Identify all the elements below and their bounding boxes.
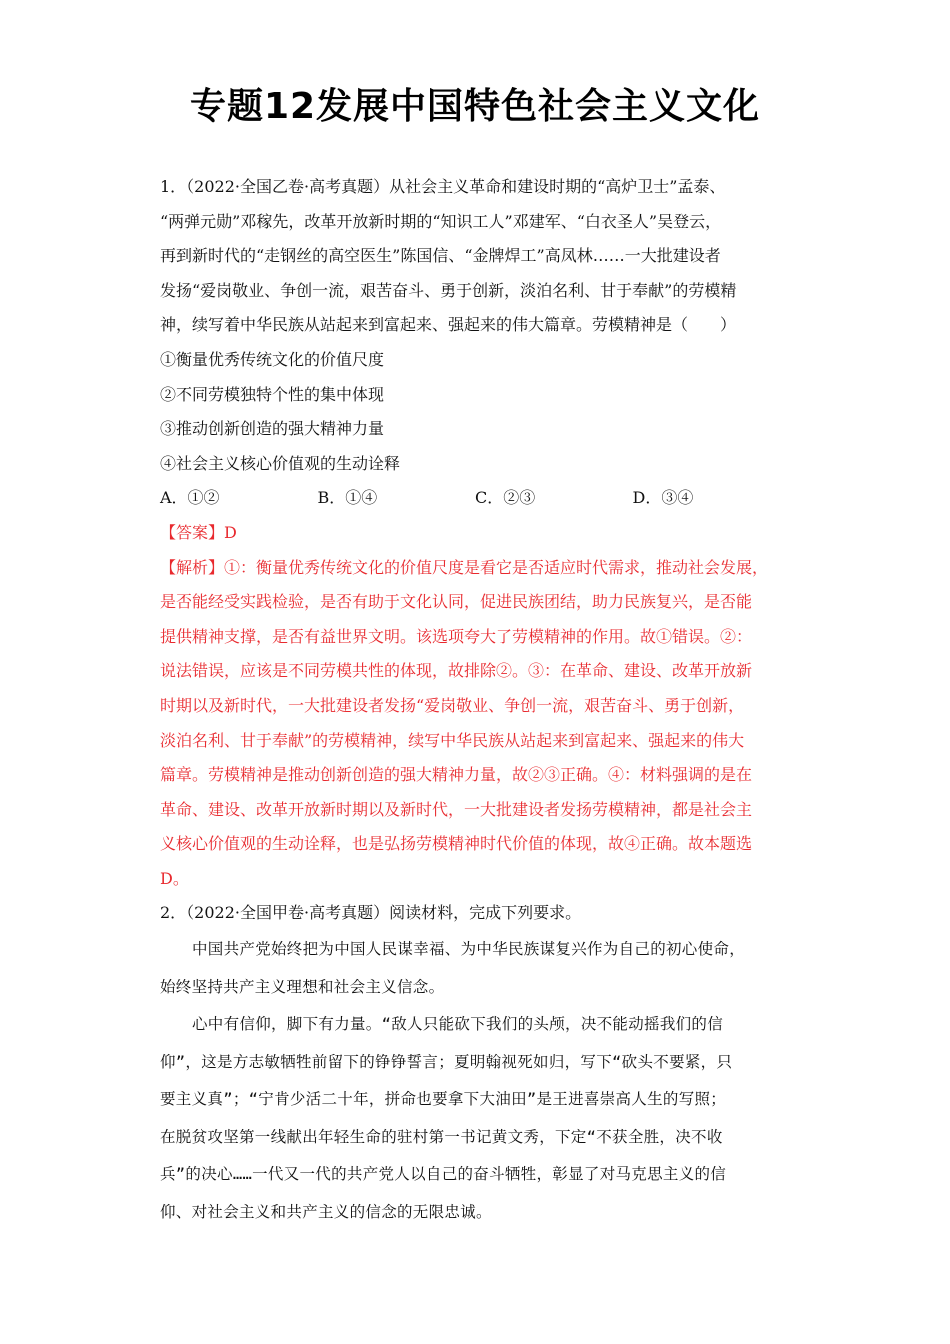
q1-line: 再到新时代的“走钢丝的高空医生”陈国信、“金牌焊工”高凤林……一大批建设者 (160, 246, 721, 266)
q1-analysis-line: 是否能经受实践检验，是否有助于文化认同，促进民族团结，助力民族复兴，是否能 (160, 592, 753, 612)
q2-material-line: 始终坚持共产主义理想和社会主义信念。 (160, 977, 445, 996)
q1-analysis-line: 义核心价值观的生动诠释，也是弘扬劳模精神时代价值的体现，故④正确。故本题选 (160, 834, 753, 854)
q1-analysis-line: 淡泊名利、甘于奉献”的劳模精神，续写中华民族从站起来到富起来、强起来的伟大 (160, 730, 745, 750)
q1-item: ②不同劳模独特个性的集中体现 (160, 384, 385, 404)
q2-material-paragraph-1 (160, 931, 790, 1006)
question-content (160, 170, 790, 1231)
option-b: B．①④ (317, 488, 378, 508)
q2-material-line: 兵”的决心……一代又一代的共产党人以自己的奋斗牺牲，彰显了对马克思主义的信 (160, 1165, 727, 1184)
q1-item: ①衡量优秀传统文化的价值尺度 (160, 349, 385, 369)
q1-analysis-line: 提供精神支撑，是否有益世界文明。该选项夸大了劳模精神的作用。故①错误。②： (160, 626, 753, 646)
q2-material-line: 心中有信仰，脚下有力量。“敌人只能砍下我们的头颅，决不能动摇我们的信 (192, 1015, 724, 1034)
q1-analysis-line: 革命、建设、改革开放新时期以及新时代，一大批建设者发扬劳模精神，都是社会主 (160, 799, 753, 819)
q1-analysis-line: D。 (160, 868, 189, 888)
option-c: C．②③ (475, 488, 536, 508)
q1-item: ④社会主义核心价值观的生动诠释 (160, 453, 401, 473)
q1-options (160, 481, 790, 516)
q2-material-line: 仰”，这是方志敏牺牲前留下的铮铮誓言；夏明翰视死如归，写下“砍头不要紧，只 (160, 1052, 733, 1071)
q1-line: 发扬“爱岗敬业、争创一流，艰苦奋斗、勇于创新，淡泊名利、甘于奉献”的劳模精 (160, 280, 737, 300)
q1-line: 1．（2022·全国乙卷·高考真题）从社会主义革命和建设时期的“高炉卫士”孟泰、 (160, 177, 726, 196)
q2-material-line: 仰、对社会主义和共产主义的信念的无限忠诚。 (160, 1202, 492, 1221)
q1-analysis-line: 篇章。劳模精神是推动创新创造的强大精神力量，故②③正确。④：材料强调的是在 (160, 765, 753, 785)
question-2 (160, 896, 790, 1231)
q1-answer: 【答案】D (160, 522, 237, 542)
q1-line: “两弹元勋”邓稼先，改革开放新时期的“知识工人”邓建军、“白衣圣人”吴登云， (160, 211, 722, 231)
q2-material-line: 中国共产党始终把为中国人民谋幸福、为中华民族谋复兴作为自己的初心使命， (192, 940, 746, 959)
q2-heading: 2．（2022·全国甲卷·高考真题）阅读材料，完成下列要求。 (160, 903, 582, 923)
q2-material-paragraph-2 (160, 1006, 790, 1231)
q1-analysis-line: 说法错误，应该是不同劳模共性的体现，故排除②。③：在革命、建设、改革开放新 (160, 661, 753, 681)
q2-material-line: 要主义真”；“宁肯少活二十年，拼命也要拿下大油田”是王进喜崇高人生的写照； (160, 1090, 727, 1109)
option-a: A．①② (160, 488, 220, 508)
question-1 (160, 170, 790, 896)
option-d: D．③④ (632, 488, 694, 508)
q1-line: 神，续写着中华民族从站起来到富起来、强起来的伟大篇章。劳模精神是（ ） (160, 315, 737, 335)
page-title: 专题12发展中国特色社会主义文化 (189, 86, 761, 127)
q1-analysis-line: 时期以及新时代，一大批建设者发扬“爱岗敬业、争创一流，艰苦奋斗、勇于创新， (160, 695, 745, 715)
q1-item: ③推动创新创造的强大精神力量 (160, 419, 385, 439)
q2-material-line: 在脱贫攻坚第一线献出年轻生命的驻村第一书记黄文秀，下定“不获全胜，决不收 (160, 1127, 723, 1146)
q1-analysis-line: 【解析】①：衡量优秀传统文化的价值尺度是看它是否适应时代需求，推动社会发展， (160, 557, 769, 577)
